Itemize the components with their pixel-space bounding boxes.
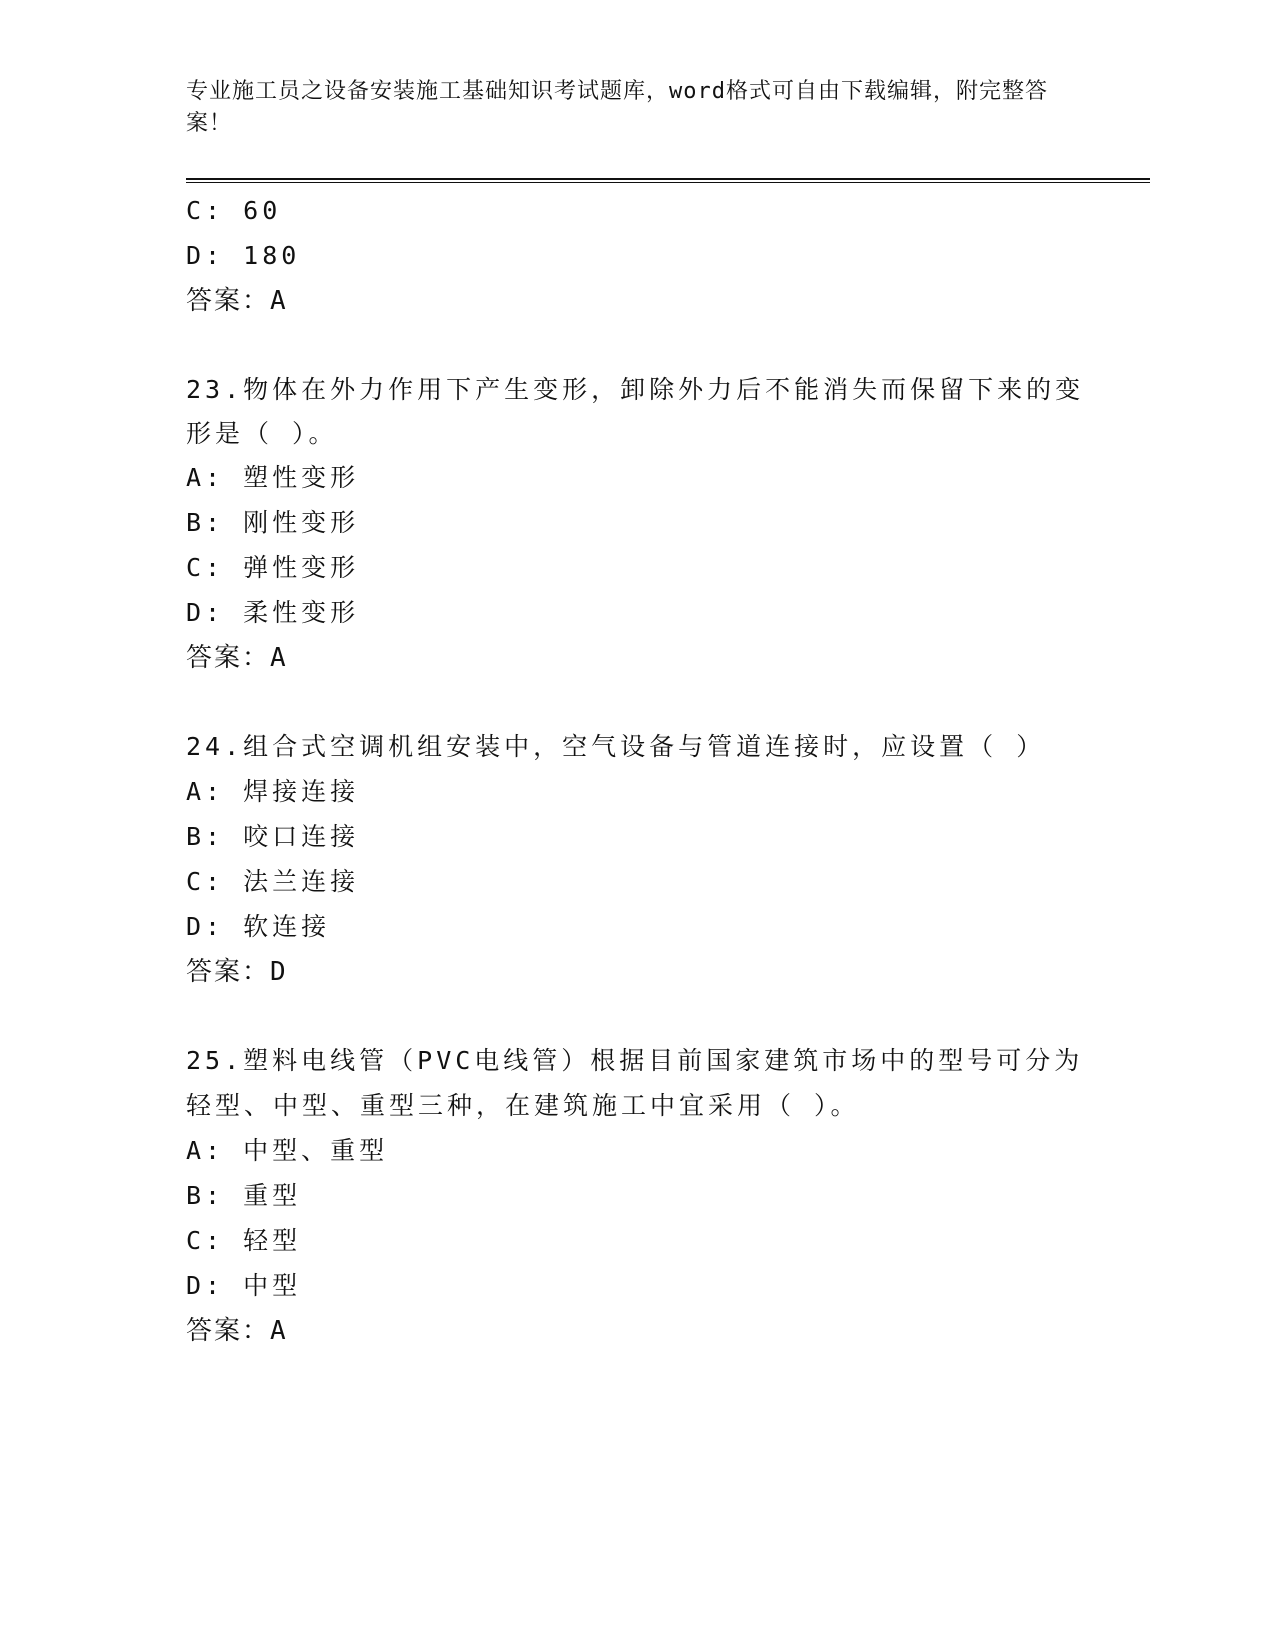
answer-prefix: 答案：	[186, 1316, 271, 1346]
option-d: D: 柔性变形	[186, 598, 360, 627]
answer-line	[186, 1315, 288, 1347]
question-23-text: 23.物体在外力作用下产生变形，卸除外力后不能消失而保留下来的变	[186, 375, 1085, 404]
question-25-text: 25.塑料电线管（PVC电线管）根据目前国家建筑市场中的型号可分为	[186, 1046, 1084, 1075]
answer-line	[186, 642, 288, 674]
header-divider-thick	[186, 178, 1150, 180]
answer-value: A	[270, 643, 288, 673]
header-divider-thin	[186, 182, 1150, 183]
option-d: D: 软连接	[186, 912, 331, 941]
answer-value: A	[270, 1316, 288, 1346]
option-c: C: 轻型	[186, 1226, 302, 1255]
option-d: D: 180	[186, 241, 301, 270]
answer-value: A	[270, 286, 288, 316]
answer-prefix: 答案：	[186, 286, 271, 316]
option-c: C: 弹性变形	[186, 553, 360, 582]
answer-prefix: 答案：	[186, 957, 271, 987]
option-b: B: 刚性变形	[186, 508, 360, 537]
answer-value: D	[270, 957, 288, 987]
option-b: B: 咬口连接	[186, 822, 360, 851]
question-23-text-cont: 形是（ ）。	[186, 419, 338, 448]
answer-line	[186, 956, 288, 988]
option-c: C: 60	[186, 196, 282, 225]
option-a: A: 中型、重型	[186, 1136, 389, 1165]
option-c: C: 法兰连接	[186, 867, 360, 896]
answer-line	[186, 285, 288, 317]
question-25-text-cont: 轻型、中型、重型三种，在建筑施工中宜采用（ ）。	[186, 1091, 860, 1120]
option-d: D: 中型	[186, 1271, 302, 1300]
option-b: B: 重型	[186, 1181, 302, 1210]
document-header: 专业施工员之设备安装施工基础知识考试题库，word格式可自由下载编辑，附完整答案！	[186, 79, 1048, 136]
option-a: A: 焊接连接	[186, 777, 360, 806]
option-a: A: 塑性变形	[186, 463, 360, 492]
question-24-text: 24.组合式空调机组安装中，空气设备与管道连接时，应设置（ ）	[186, 732, 1046, 761]
answer-prefix: 答案：	[186, 643, 271, 673]
